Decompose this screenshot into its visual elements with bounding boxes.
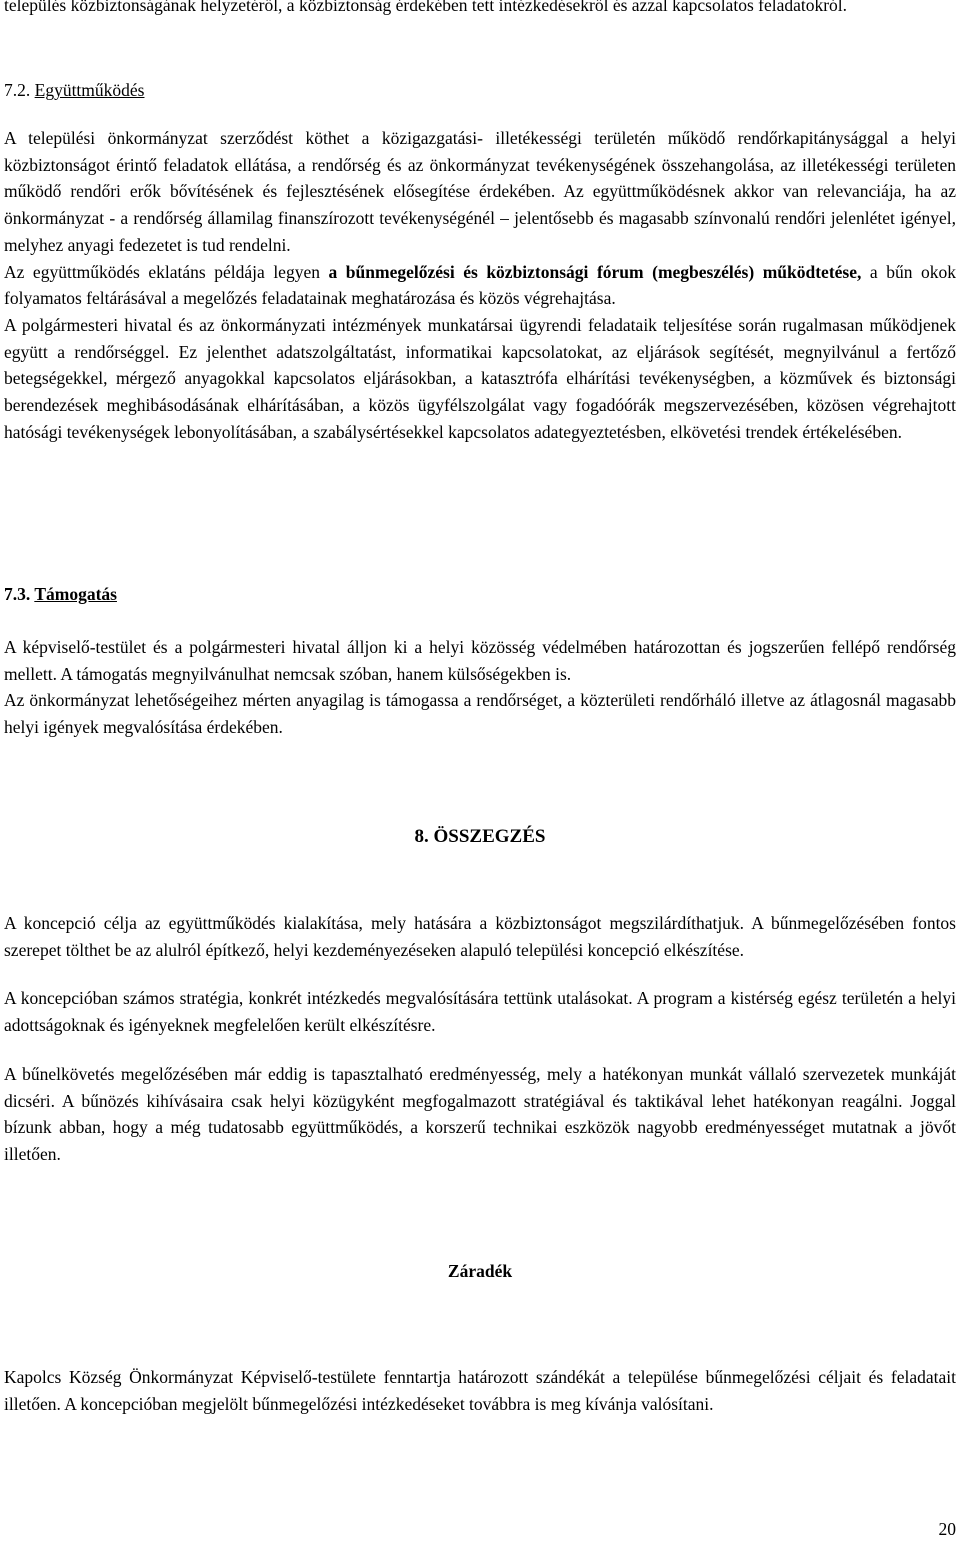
section-title: Támogatás	[34, 584, 117, 604]
paragraph-text: Az együttműködés eklatáns példája legyen	[4, 261, 329, 282]
lead-paragraph: település közbiztonságának helyzetéről, a közbiztonság érdekében tett intézkedésekről és azzal kapcsolatos feladatokról.	[4, 0, 848, 15]
page-number: 20	[938, 1519, 956, 1539]
paragraph: A koncepció célja az együttműködés kialakítása, mely hatására a közbiztonságot megszilárdíthatjuk. A bűnmegelőzésében fontos szerepet tölthet be az alulról építkező, helyi kezdeményezéseken alapuló települési koncepció elkészítése.	[4, 913, 956, 960]
paragraph: A bűnelkövetés megelőzésében már eddig is tapasztalható eredményesség, mely a hatékonyan munkát vállaló szervezetek munkáját dicséri. A bűnözés kihívásaira csak helyi közügyként megfogalmazott stratégiával és taktikával lehet hatékonyan reagálni. Joggal bízunk abban, hogy a még tudatosabb együttműködés, a korszerű technikai eszközök nagyobb eredményességet mutatnak a jövőt illetően.	[4, 1063, 956, 1164]
section-7-2-heading	[4, 77, 956, 104]
paragraph-text: A települési önkormányzat szerződést köthet a közigazgatási- illetékességi területén működő rendőrkapitánysággal a helyi közbiztonságot érintő feladatok ellátása, a rendőrség és az önkormányzat tevékenységének összehangolása, az illetékességi területen működő rendőri erők bővítésének és fejlesztésének elősegítése érdekében.	[4, 128, 956, 202]
zaradek-heading: Záradék	[447, 1261, 513, 1281]
paragraph	[4, 125, 956, 259]
section-7-2-body	[4, 125, 956, 445]
paragraph	[4, 259, 956, 312]
section-7-3-body	[4, 634, 956, 741]
section-8-body	[4, 910, 956, 1168]
emphasis-text: a bűnmegelőzési és közbiztonsági fórum (megbeszélés) működtetése,	[328, 261, 862, 282]
paragraph-text: a bűn okok folyamatos feltárásával a megelőzés feladatainak meghatározása és közös végrehajtása.	[4, 261, 956, 309]
section-number: 7.3.	[4, 584, 31, 604]
section-title: Együttműködés	[34, 80, 145, 100]
paragraph: A koncepcióban számos stratégia, konkrét intézkedés megvalósítására tettünk utalásokat. A program a kistérség egész területén a helyi adottságoknak és igényeknek megfelelően került elkészítésre.	[4, 988, 956, 1036]
section-number: 7.2.	[4, 80, 31, 100]
paragraph-text: Az együttműködésnek akkor van relevanciája, ha az önkormányzat - a rendőrség államilag finanszírozott tevékenységénél – jelentősebb és magasabb színvonalú rendőri jelenlétet igényel, melyhez anyagi fedezetet is tud rendelni.	[4, 181, 956, 255]
paragraph: Az önkormányzat lehetőségeihez mérten anyagilag is támogassa a rendőrséget, a közterületi rendőrháló illetve az átlagosnál magasabb helyi igények megvalósítása érdekében.	[4, 690, 956, 738]
paragraph: A képviselő-testület és a polgármesteri hivatal álljon ki a helyi közösség védelmében határozottan és jogszerűen fellépő rendőrség mellett. A támogatás megnyilvánulhat nemcsak szóban, hanem külsőségekben is.	[4, 637, 956, 684]
section-7-3-heading	[4, 581, 956, 608]
section-8-heading: 8. ÖSSZEGZÉS	[414, 826, 546, 847]
zaradek-body	[4, 1364, 956, 1417]
paragraph: Kapolcs Község Önkormányzat Képviselő-testülete fenntartja határozott szándékát a települése bűnmegelőzési céljait és feladatait illetően. A koncepcióban megjelölt bűnmegelőzési intézkedéseket továbbra is meg kívánja valósítani.	[4, 1367, 956, 1414]
paragraph: A polgármesteri hivatal és az önkormányzati intézmények munkatársai ügyrendi feladataik teljesítése során rugalmasan működjenek együtt a rendőrséggel. Ez jelenthet adatszolgáltatást, informatikai kapcsolatokat, az eljárások segítését, megnyilvánul a fertőző betegségekkel, mérgező anyagokkal kapcsolatos eljárásokban, a katasztrófa elhárítási tevékenységben, a közművek és biztonsági berendezések meghibásodásának elhárításában, a közös ügyfélszolgálat vagy fogadóórák megszervezésében, közösen végrehajtott hatósági tevékenységek lebonyolításában, a szabálysértésekkel kapcsolatos adategyeztetésben, elkövetési trendek értékelésében.	[4, 314, 956, 442]
